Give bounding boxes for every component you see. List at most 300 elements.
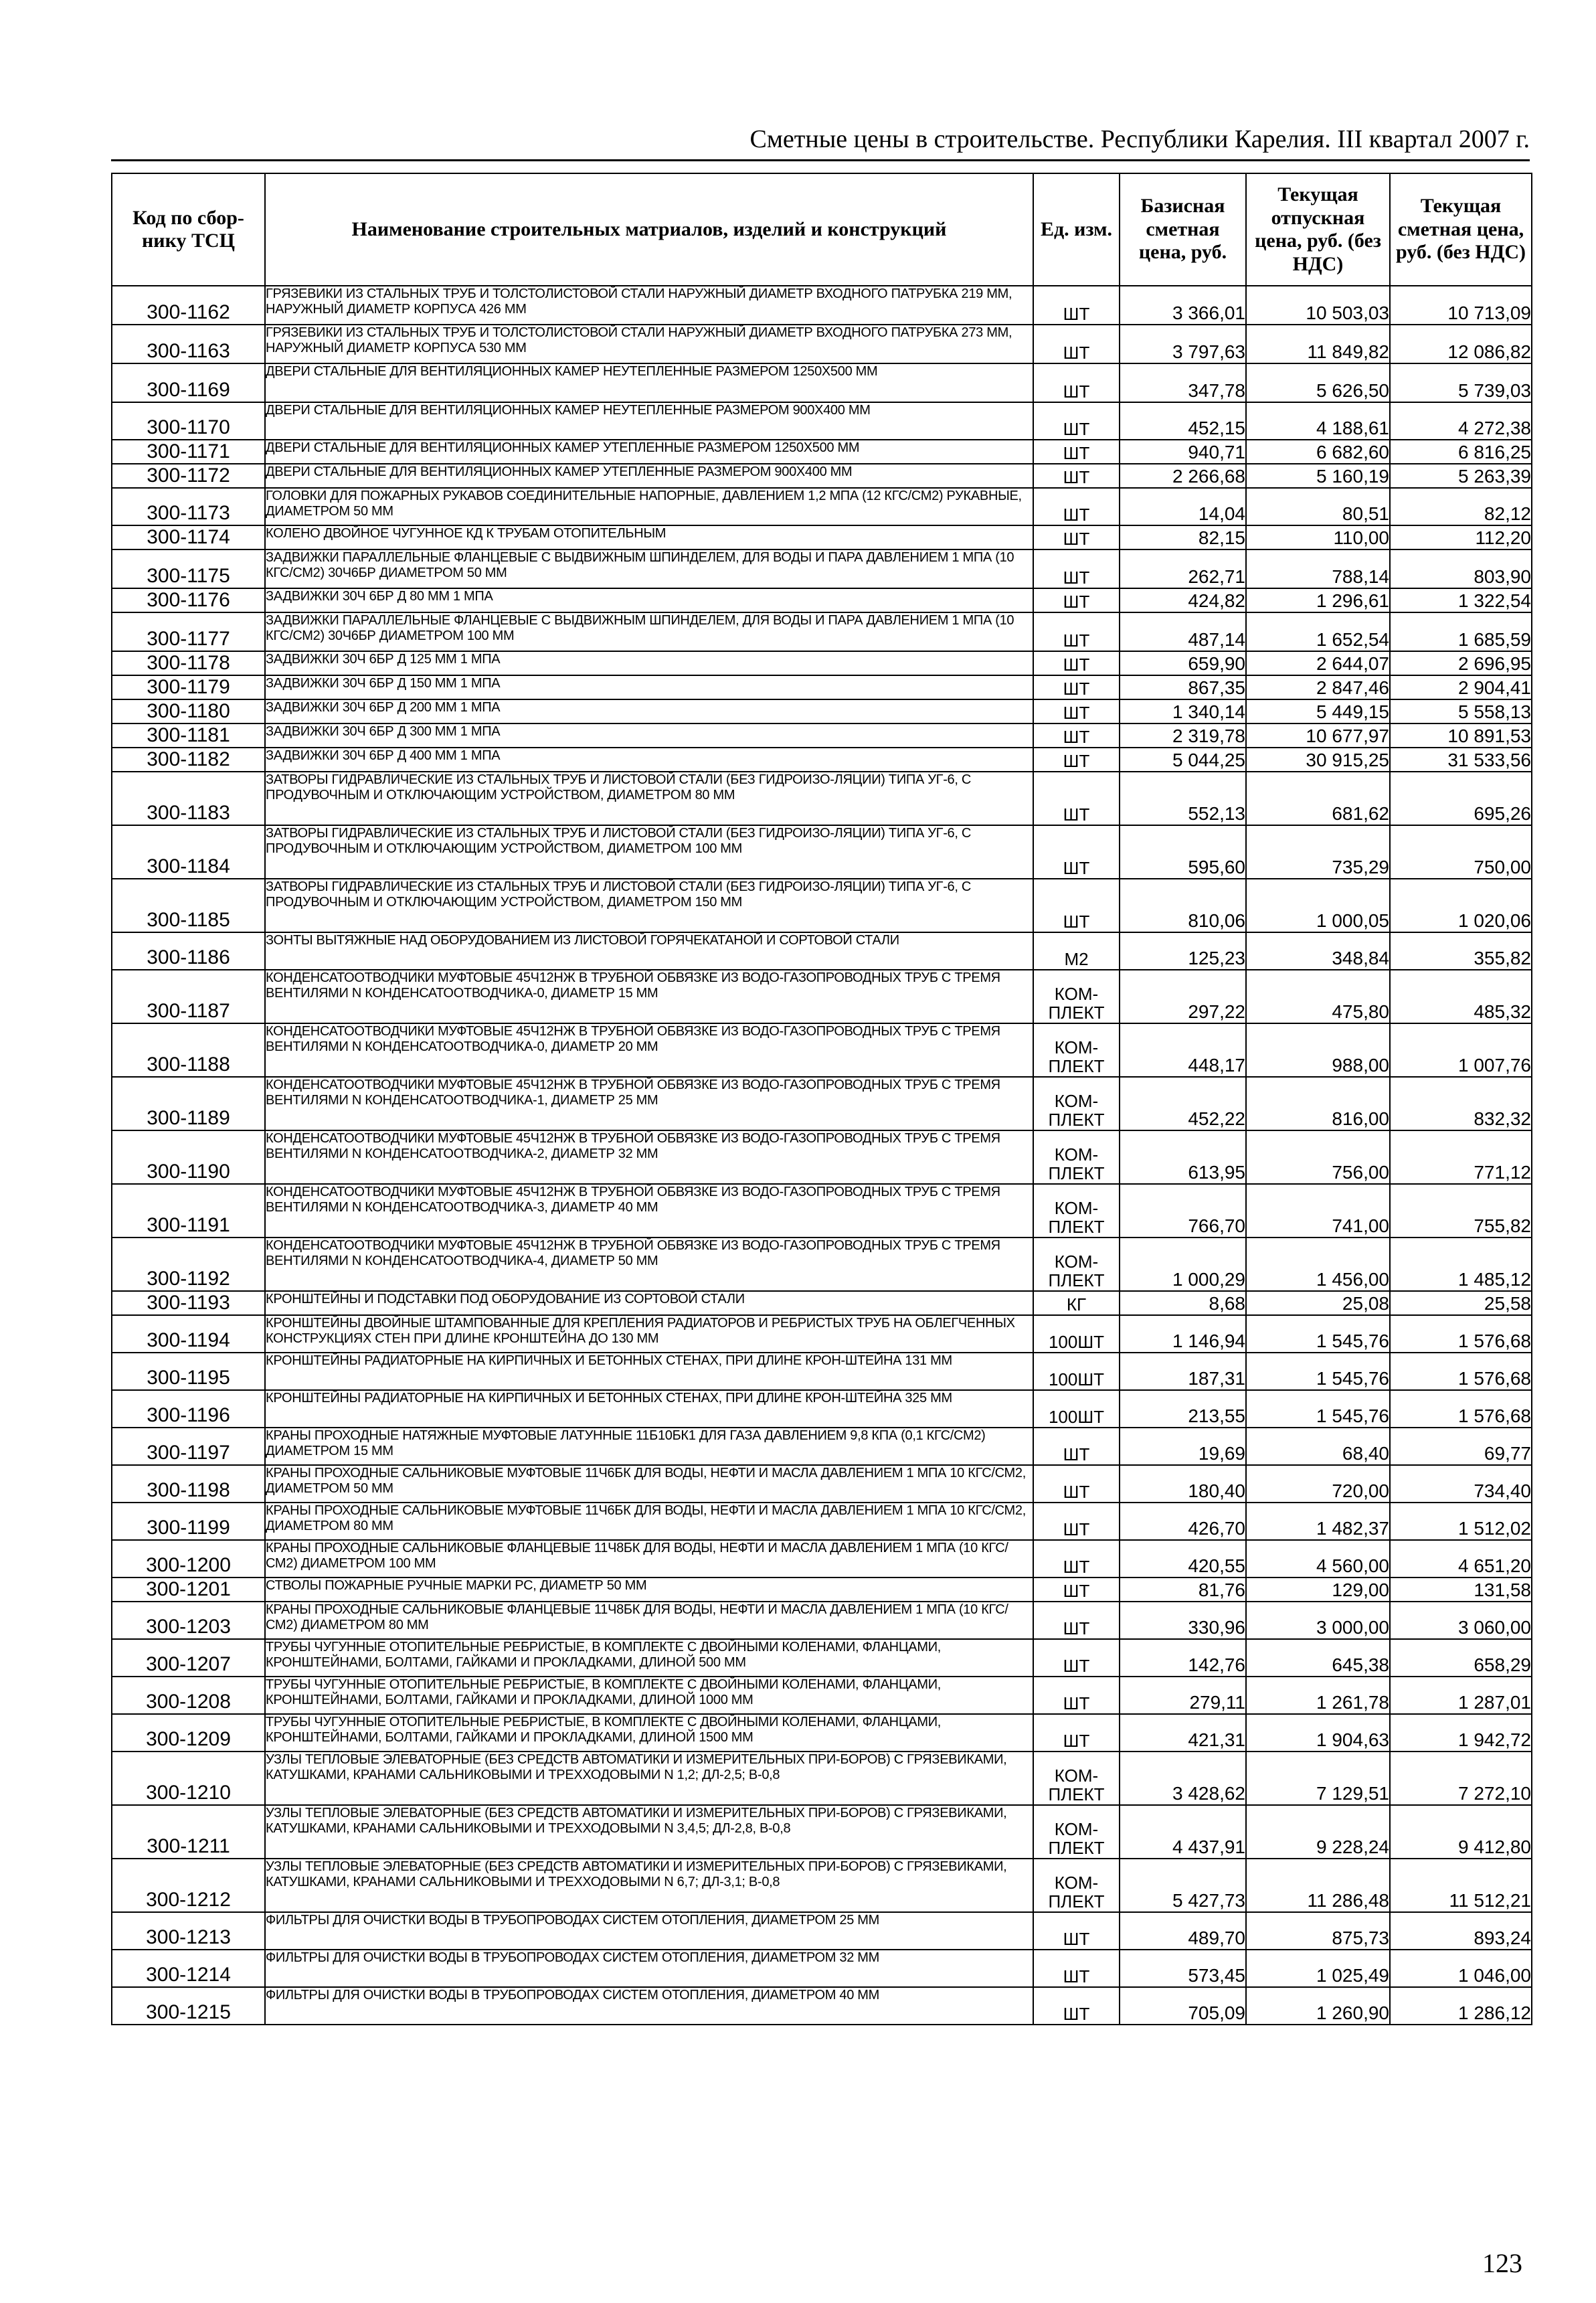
estimate-price: 1 287,01 [1390, 1677, 1532, 1714]
estimate-price: 695,26 [1390, 772, 1532, 825]
estimate-price: 31 533,56 [1390, 748, 1532, 772]
base-price: 8,68 [1120, 1291, 1246, 1315]
base-price: 213,55 [1120, 1390, 1246, 1428]
table-row [112, 970, 1532, 1023]
item-name: ДВЕРИ СТАЛЬНЫЕ ДЛЯ ВЕНТИЛЯЦИОННЫХ КАМЕР НЕУТЕПЛЕННЫЕ РАЗМЕРОМ 1250Х500 ММ [265, 363, 1033, 402]
release-price: 5 449,15 [1246, 699, 1390, 723]
release-price: 4 188,61 [1246, 402, 1390, 440]
item-code: 300-1207 [112, 1639, 265, 1677]
base-price: 3 366,01 [1120, 286, 1246, 325]
item-unit: ШТ [1033, 488, 1120, 525]
table-row [112, 1540, 1532, 1577]
estimate-price: 7 272,10 [1390, 1752, 1532, 1805]
page-number: 123 [1482, 2248, 1522, 2278]
estimate-price: 112,20 [1390, 525, 1532, 549]
table-row [112, 1130, 1532, 1184]
release-price: 741,00 [1246, 1184, 1390, 1238]
release-price: 5 626,50 [1246, 363, 1390, 402]
release-price: 1 545,76 [1246, 1353, 1390, 1390]
estimate-price: 1 485,12 [1390, 1238, 1532, 1291]
item-unit: ШТ [1033, 1714, 1120, 1752]
item-code: 300-1210 [112, 1752, 265, 1805]
item-name: КРОНШТЕЙНЫ РАДИАТОРНЫЕ НА КИРПИЧНЫХ И БЕТОННЫХ СТЕНАХ, ПРИ ДЛИНЕ КРОН-ШТЕЙНА 131 ММ [265, 1353, 1033, 1390]
item-name: ЗАДВИЖКИ ПАРАЛЛЕЛЬНЫЕ ФЛАНЦЕВЫЕ С ВЫДВИЖНЫМ ШПИНДЕЛЕМ, ДЛЯ ВОДЫ И ПАРА ДАВЛЕНИЕМ 1 МПА (10 КГС/СМ2) 30Ч6БР ДИАМЕТРОМ 50 ММ [265, 549, 1033, 588]
base-price: 2 266,68 [1120, 464, 1246, 488]
release-price: 30 915,25 [1246, 748, 1390, 772]
release-price: 1 482,37 [1246, 1503, 1390, 1540]
table-row [112, 1859, 1532, 1912]
item-code: 300-1193 [112, 1291, 265, 1315]
item-code: 300-1184 [112, 825, 265, 879]
estimate-price: 82,12 [1390, 488, 1532, 525]
estimate-price: 2 696,95 [1390, 651, 1532, 675]
item-name: ГРЯЗЕВИКИ ИЗ СТАЛЬНЫХ ТРУБ И ТОЛСТОЛИСТОВОЙ СТАЛИ НАРУЖНЫЙ ДИАМЕТР ВХОДНОГО ПАТРУБКА 219 ММ, НАРУЖНЫЙ ДИАМЕТР КОРПУСА 426 ММ [265, 286, 1033, 325]
item-name: ЗАДВИЖКИ 30Ч 6БР Д 150 ММ 1 МПА [265, 675, 1033, 699]
item-unit: ШТ [1033, 879, 1120, 932]
table-header-row [112, 173, 1532, 286]
item-unit: КОМ-ПЛЕКТ [1033, 1077, 1120, 1130]
item-unit: ШТ [1033, 1950, 1120, 1987]
base-price: 347,78 [1120, 363, 1246, 402]
release-price: 10 503,03 [1246, 286, 1390, 325]
estimate-price: 4 651,20 [1390, 1540, 1532, 1577]
table-row [112, 1315, 1532, 1353]
estimate-price: 10 891,53 [1390, 723, 1532, 748]
item-unit: 100ШТ [1033, 1315, 1120, 1353]
table-row [112, 1184, 1532, 1238]
item-code: 300-1195 [112, 1353, 265, 1390]
table-row [112, 363, 1532, 402]
item-code: 300-1192 [112, 1238, 265, 1291]
release-price: 10 677,97 [1246, 723, 1390, 748]
base-price: 940,71 [1120, 440, 1246, 464]
item-code: 300-1162 [112, 286, 265, 325]
item-name: КРОНШТЕЙНЫ РАДИАТОРНЫЕ НА КИРПИЧНЫХ И БЕТОННЫХ СТЕНАХ, ПРИ ДЛИНЕ КРОН-ШТЕЙНА 325 ММ [265, 1390, 1033, 1428]
release-price: 6 682,60 [1246, 440, 1390, 464]
item-unit: ШТ [1033, 1465, 1120, 1503]
item-unit: КОМ-ПЛЕКТ [1033, 1184, 1120, 1238]
release-price: 1 025,49 [1246, 1950, 1390, 1987]
item-name: ТРУБЫ ЧУГУННЫЕ ОТОПИТЕЛЬНЫЕ РЕБРИСТЫЕ, В КОМПЛЕКТЕ С ДВОЙНЫМИ КОЛЕНАМИ, ФЛАНЦАМИ, КРОНШТЕЙНАМИ, БОЛТАМИ, ГАЙКАМИ И ПРОКЛАДКАМИ, ДЛИНОЙ 1500 ММ [265, 1714, 1033, 1752]
base-price: 279,11 [1120, 1677, 1246, 1714]
table-row [112, 464, 1532, 488]
estimate-price: 1 007,76 [1390, 1023, 1532, 1077]
table-row [112, 675, 1532, 699]
item-code: 300-1173 [112, 488, 265, 525]
estimate-price: 755,82 [1390, 1184, 1532, 1238]
base-price: 4 437,91 [1120, 1805, 1246, 1859]
table-row [112, 825, 1532, 879]
estimate-price: 131,58 [1390, 1577, 1532, 1602]
table-row [112, 1291, 1532, 1315]
item-name: ТРУБЫ ЧУГУННЫЕ ОТОПИТЕЛЬНЫЕ РЕБРИСТЫЕ, В КОМПЛЕКТЕ С ДВОЙНЫМИ КОЛЕНАМИ, ФЛАНЦАМИ, КРОНШТЕЙНАМИ, БОЛТАМИ, ГАЙКАМИ И ПРОКЛАДКАМИ, ДЛИНОЙ 500 ММ [265, 1639, 1033, 1677]
table-row [112, 1577, 1532, 1602]
item-code: 300-1214 [112, 1950, 265, 1987]
table-row [112, 1950, 1532, 1987]
estimate-price: 25,58 [1390, 1291, 1532, 1315]
item-unit: ШТ [1033, 723, 1120, 748]
base-price: 489,70 [1120, 1912, 1246, 1950]
table-row [112, 1465, 1532, 1503]
base-price: 297,22 [1120, 970, 1246, 1023]
release-price: 735,29 [1246, 825, 1390, 879]
estimate-price: 750,00 [1390, 825, 1532, 879]
item-code: 300-1185 [112, 879, 265, 932]
release-price: 645,38 [1246, 1639, 1390, 1677]
estimate-price: 1 046,00 [1390, 1950, 1532, 1987]
item-name: ЗАДВИЖКИ 30Ч 6БР Д 300 ММ 1 МПА [265, 723, 1033, 748]
col-header-release-price: Текущая отпускная цена, руб. (без НДС) [1246, 173, 1390, 286]
table-row [112, 772, 1532, 825]
item-code: 300-1170 [112, 402, 265, 440]
item-code: 300-1175 [112, 549, 265, 588]
item-unit: КОМ-ПЛЕКТ [1033, 1238, 1120, 1291]
item-name: ГРЯЗЕВИКИ ИЗ СТАЛЬНЫХ ТРУБ И ТОЛСТОЛИСТОВОЙ СТАЛИ НАРУЖНЫЙ ДИАМЕТР ВХОДНОГО ПАТРУБКА 273 ММ, НАРУЖНЫЙ ДИАМЕТР КОРПУСА 530 ММ [265, 325, 1033, 363]
base-price: 448,17 [1120, 1023, 1246, 1077]
item-unit: ШТ [1033, 402, 1120, 440]
base-price: 452,22 [1120, 1077, 1246, 1130]
table-row [112, 402, 1532, 440]
base-price: 452,15 [1120, 402, 1246, 440]
item-code: 300-1163 [112, 325, 265, 363]
item-unit: ШТ [1033, 675, 1120, 699]
item-code: 300-1212 [112, 1859, 265, 1912]
table-row [112, 1639, 1532, 1677]
table-row [112, 1428, 1532, 1465]
release-price: 720,00 [1246, 1465, 1390, 1503]
table-row [112, 932, 1532, 970]
base-price: 142,76 [1120, 1639, 1246, 1677]
item-name: УЗЛЫ ТЕПЛОВЫЕ ЭЛЕВАТОРНЫЕ (БЕЗ СРЕДСТВ АВТОМАТИКИ И ИЗМЕРИТЕЛЬНЫХ ПРИ-БОРОВ) С ГРЯЗЕВИКАМИ, КАТУШКАМИ, КРАНАМИ САЛЬНИКОВЫМИ И ТРЕХХОДОВЫМИ N 6,7; ДЛ-3,1; В-0,8 [265, 1859, 1033, 1912]
table-row [112, 748, 1532, 772]
item-unit: КОМ-ПЛЕКТ [1033, 970, 1120, 1023]
col-header-estimate-price: Текущая сметная цена, руб. (без НДС) [1390, 173, 1532, 286]
item-unit: ШТ [1033, 325, 1120, 363]
item-unit: ШТ [1033, 1503, 1120, 1540]
base-price: 2 319,78 [1120, 723, 1246, 748]
item-code: 300-1211 [112, 1805, 265, 1859]
release-price: 1 652,54 [1246, 612, 1390, 651]
base-price: 867,35 [1120, 675, 1246, 699]
estimate-price: 1 322,54 [1390, 588, 1532, 612]
base-price: 705,09 [1120, 1987, 1246, 2025]
item-name: ГОЛОВКИ ДЛЯ ПОЖАРНЫХ РУКАВОВ СОЕДИНИТЕЛЬНЫЕ НАПОРНЫЕ, ДАВЛЕНИЕМ 1,2 МПА (12 КГС/СМ2) РУКАВНЫЕ, ДИАМЕТРОМ 50 ММ [265, 488, 1033, 525]
price-table [111, 173, 1532, 2025]
estimate-price: 803,90 [1390, 549, 1532, 588]
item-name: ЗАДВИЖКИ 30Ч 6БР Д 400 ММ 1 МПА [265, 748, 1033, 772]
item-name: ФИЛЬТРЫ ДЛЯ ОЧИСТКИ ВОДЫ В ТРУБОПРОВОДАХ СИСТЕМ ОТОПЛЕНИЯ, ДИАМЕТРОМ 40 ММ [265, 1987, 1033, 2025]
estimate-price: 658,29 [1390, 1639, 1532, 1677]
release-price: 1 545,76 [1246, 1390, 1390, 1428]
item-unit: ШТ [1033, 699, 1120, 723]
estimate-price: 9 412,80 [1390, 1805, 1532, 1859]
base-price: 19,69 [1120, 1428, 1246, 1465]
item-unit: М2 [1033, 932, 1120, 970]
table-row [112, 723, 1532, 748]
base-price: 421,31 [1120, 1714, 1246, 1752]
base-price: 420,55 [1120, 1540, 1246, 1577]
item-unit: ШТ [1033, 525, 1120, 549]
item-name: ФИЛЬТРЫ ДЛЯ ОЧИСТКИ ВОДЫ В ТРУБОПРОВОДАХ СИСТЕМ ОТОПЛЕНИЯ, ДИАМЕТРОМ 25 ММ [265, 1912, 1033, 1950]
base-price: 659,90 [1120, 651, 1246, 675]
item-unit: ШТ [1033, 363, 1120, 402]
table-row [112, 588, 1532, 612]
table-row [112, 1390, 1532, 1428]
item-name: ФИЛЬТРЫ ДЛЯ ОЧИСТКИ ВОДЫ В ТРУБОПРОВОДАХ СИСТЕМ ОТОПЛЕНИЯ, ДИАМЕТРОМ 32 ММ [265, 1950, 1033, 1987]
base-price: 1 146,94 [1120, 1315, 1246, 1353]
item-code: 300-1190 [112, 1130, 265, 1184]
item-name: ДВЕРИ СТАЛЬНЫЕ ДЛЯ ВЕНТИЛЯЦИОННЫХ КАМЕР УТЕПЛЕННЫЕ РАЗМЕРОМ 900Х400 ММ [265, 464, 1033, 488]
base-price: 187,31 [1120, 1353, 1246, 1390]
item-name: ЗАДВИЖКИ 30Ч 6БР Д 125 ММ 1 МПА [265, 651, 1033, 675]
estimate-price: 1 286,12 [1390, 1987, 1532, 2025]
release-price: 129,00 [1246, 1577, 1390, 1602]
item-unit: КГ [1033, 1291, 1120, 1315]
item-unit: КОМ-ПЛЕКТ [1033, 1805, 1120, 1859]
base-price: 125,23 [1120, 932, 1246, 970]
item-code: 300-1196 [112, 1390, 265, 1428]
release-price: 11 286,48 [1246, 1859, 1390, 1912]
base-price: 180,40 [1120, 1465, 1246, 1503]
table-row [112, 286, 1532, 325]
table-row [112, 1805, 1532, 1859]
item-name: ЗАДВИЖКИ 30Ч 6БР Д 200 ММ 1 МПА [265, 699, 1033, 723]
item-code: 300-1182 [112, 748, 265, 772]
estimate-price: 734,40 [1390, 1465, 1532, 1503]
release-price: 1 000,05 [1246, 879, 1390, 932]
col-header-code: Код по сбор-нику ТСЦ [112, 173, 265, 286]
estimate-price: 1 512,02 [1390, 1503, 1532, 1540]
release-price: 756,00 [1246, 1130, 1390, 1184]
table-row [112, 1503, 1532, 1540]
estimate-price: 4 272,38 [1390, 402, 1532, 440]
base-price: 613,95 [1120, 1130, 1246, 1184]
estimate-price: 1 576,68 [1390, 1353, 1532, 1390]
item-code: 300-1174 [112, 525, 265, 549]
item-name: ЗАТВОРЫ ГИДРАВЛИЧЕСКИЕ ИЗ СТАЛЬНЫХ ТРУБ И ЛИСТОВОЙ СТАЛИ (БЕЗ ГИДРОИЗО-ЛЯЦИИ) ТИПА УГ-6, С ПРОДУВОЧНЫМ И ОТКЛЮЧАЮЩИМ УСТРОЙСТВОМ, ДИАМЕТРОМ 150 ММ [265, 879, 1033, 932]
estimate-price: 69,77 [1390, 1428, 1532, 1465]
release-price: 681,62 [1246, 772, 1390, 825]
release-price: 9 228,24 [1246, 1805, 1390, 1859]
release-price: 875,73 [1246, 1912, 1390, 1950]
release-price: 5 160,19 [1246, 464, 1390, 488]
release-price: 1 545,76 [1246, 1315, 1390, 1353]
base-price: 5 044,25 [1120, 748, 1246, 772]
estimate-price: 11 512,21 [1390, 1859, 1532, 1912]
item-name: КОНДЕНСАТООТВОДЧИКИ МУФТОВЫЕ 45Ч12НЖ В ТРУБНОЙ ОБВЯЗКЕ ИЗ ВОДО-ГАЗОПРОВОДНЫХ ТРУБ С ТРЕМЯ ВЕНТИЛЯМИ N КОНДЕНСАТООТВОДЧИКА-0, ДИАМЕТР 20 ММ [265, 1023, 1033, 1077]
base-price: 426,70 [1120, 1503, 1246, 1540]
estimate-price: 1 576,68 [1390, 1315, 1532, 1353]
table-row [112, 1987, 1532, 2025]
item-unit: 100ШТ [1033, 1390, 1120, 1428]
release-price: 816,00 [1246, 1077, 1390, 1130]
item-code: 300-1176 [112, 588, 265, 612]
item-code: 300-1208 [112, 1677, 265, 1714]
base-price: 3 428,62 [1120, 1752, 1246, 1805]
item-name: КОНДЕНСАТООТВОДЧИКИ МУФТОВЫЕ 45Ч12НЖ В ТРУБНОЙ ОБВЯЗКЕ ИЗ ВОДО-ГАЗОПРОВОДНЫХ ТРУБ С ТРЕМЯ ВЕНТИЛЯМИ N КОНДЕНСАТООТВОДЧИКА-1, ДИАМЕТР 25 ММ [265, 1077, 1033, 1130]
base-price: 766,70 [1120, 1184, 1246, 1238]
item-name: УЗЛЫ ТЕПЛОВЫЕ ЭЛЕВАТОРНЫЕ (БЕЗ СРЕДСТВ АВТОМАТИКИ И ИЗМЕРИТЕЛЬНЫХ ПРИ-БОРОВ) С ГРЯЗЕВИКАМИ, КАТУШКАМИ, КРАНАМИ САЛЬНИКОВЫМИ И ТРЕХХОДОВЫМИ N 3,4,5; ДЛ-2,8, В-0,8 [265, 1805, 1033, 1859]
table-row [112, 440, 1532, 464]
table-row [112, 1912, 1532, 1950]
base-price: 810,06 [1120, 879, 1246, 932]
item-name: КРАНЫ ПРОХОДНЫЕ САЛЬНИКОВЫЕ ФЛАНЦЕВЫЕ 11Ч8БК ДЛЯ ВОДЫ, НЕФТИ И МАСЛА ДАВЛЕНИЕМ 1 МПА (10 КГС/СМ2) ДИАМЕТРОМ 80 ММ [265, 1602, 1033, 1639]
release-price: 110,00 [1246, 525, 1390, 549]
item-code: 300-1197 [112, 1428, 265, 1465]
running-header: Сметные цены в строительстве. Республики Карелия. III квартал 2007 г. [111, 124, 1530, 161]
item-name: ЗАТВОРЫ ГИДРАВЛИЧЕСКИЕ ИЗ СТАЛЬНЫХ ТРУБ И ЛИСТОВОЙ СТАЛИ (БЕЗ ГИДРОИЗО-ЛЯЦИИ) ТИПА УГ-6, С ПРОДУВОЧНЫМ И ОТКЛЮЧАЮЩИМ УСТРОЙСТВОМ, ДИАМЕТРОМ 100 ММ [265, 825, 1033, 879]
item-name: ТРУБЫ ЧУГУННЫЕ ОТОПИТЕЛЬНЫЕ РЕБРИСТЫЕ, В КОМПЛЕКТЕ С ДВОЙНЫМИ КОЛЕНАМИ, ФЛАНЦАМИ, КРОНШТЕЙНАМИ, БОЛТАМИ, ГАЙКАМИ И ПРОКЛАДКАМИ, ДЛИНОЙ 1000 ММ [265, 1677, 1033, 1714]
col-header-base-price: Базисная сметная цена, руб. [1120, 173, 1246, 286]
item-name: ДВЕРИ СТАЛЬНЫЕ ДЛЯ ВЕНТИЛЯЦИОННЫХ КАМЕР УТЕПЛЕННЫЕ РАЗМЕРОМ 1250Х500 ММ [265, 440, 1033, 464]
item-unit: ШТ [1033, 440, 1120, 464]
table-row [112, 325, 1532, 363]
item-name: КОЛЕНО ДВОЙНОЕ ЧУГУННОЕ КД К ТРУБАМ ОТОПИТЕЛЬНЫМ [265, 525, 1033, 549]
item-code: 300-1169 [112, 363, 265, 402]
table-row [112, 1023, 1532, 1077]
item-code: 300-1203 [112, 1602, 265, 1639]
item-unit: ШТ [1033, 825, 1120, 879]
item-unit: ШТ [1033, 1639, 1120, 1677]
item-unit: КОМ-ПЛЕКТ [1033, 1023, 1120, 1077]
item-name: СТВОЛЫ ПОЖАРНЫЕ РУЧНЫЕ МАРКИ РС, ДИАМЕТР 50 ММ [265, 1577, 1033, 1602]
item-unit: ШТ [1033, 612, 1120, 651]
item-unit: ШТ [1033, 772, 1120, 825]
item-name: КРАНЫ ПРОХОДНЫЕ НАТЯЖНЫЕ МУФТОВЫЕ ЛАТУННЫЕ 11Б10БК1 ДЛЯ ГАЗА ДАВЛЕНИЕМ 9,8 КПА (0,1 КГС/СМ2) ДИАМЕТРОМ 15 ММ [265, 1428, 1033, 1465]
table-body [112, 286, 1532, 2025]
estimate-price: 10 713,09 [1390, 286, 1532, 325]
item-unit: ШТ [1033, 286, 1120, 325]
release-price: 68,40 [1246, 1428, 1390, 1465]
estimate-price: 5 739,03 [1390, 363, 1532, 402]
item-unit: ШТ [1033, 651, 1120, 675]
release-price: 7 129,51 [1246, 1752, 1390, 1805]
item-unit: ШТ [1033, 588, 1120, 612]
item-code: 300-1186 [112, 932, 265, 970]
release-price: 1 456,00 [1246, 1238, 1390, 1291]
estimate-price: 485,32 [1390, 970, 1532, 1023]
base-price: 487,14 [1120, 612, 1246, 651]
item-code: 300-1188 [112, 1023, 265, 1077]
base-price: 1 000,29 [1120, 1238, 1246, 1291]
item-code: 300-1178 [112, 651, 265, 675]
table-row [112, 1238, 1532, 1291]
table-row [112, 1714, 1532, 1752]
item-name: КОНДЕНСАТООТВОДЧИКИ МУФТОВЫЕ 45Ч12НЖ В ТРУБНОЙ ОБВЯЗКЕ ИЗ ВОДО-ГАЗОПРОВОДНЫХ ТРУБ С ТРЕМЯ ВЕНТИЛЯМИ N КОНДЕНСАТООТВОДЧИКА-4, ДИАМЕТР 50 ММ [265, 1238, 1033, 1291]
item-unit: ШТ [1033, 464, 1120, 488]
item-name: КРОНШТЕЙНЫ И ПОДСТАВКИ ПОД ОБОРУДОВАНИЕ ИЗ СОРТОВОЙ СТАЛИ [265, 1291, 1033, 1315]
release-price: 1 296,61 [1246, 588, 1390, 612]
item-name: КРОНШТЕЙНЫ ДВОЙНЫЕ ШТАМПОВАННЫЕ ДЛЯ КРЕПЛЕНИЯ РАДИАТОРОВ И РЕБРИСТЫХ ТРУБ НА ОБЛЕГЧЕННЫХ КОНСТРУКЦИЯХ СТЕН ПРИ ДЛИНЕ КРОНШТЕЙНА ДО 130 ММ [265, 1315, 1033, 1353]
base-price: 595,60 [1120, 825, 1246, 879]
estimate-price: 2 904,41 [1390, 675, 1532, 699]
item-code: 300-1215 [112, 1987, 265, 2025]
release-price: 1 261,78 [1246, 1677, 1390, 1714]
item-unit: КОМ-ПЛЕКТ [1033, 1859, 1120, 1912]
item-code: 300-1189 [112, 1077, 265, 1130]
item-unit: ШТ [1033, 1912, 1120, 1950]
item-unit: ШТ [1033, 1577, 1120, 1602]
item-code: 300-1199 [112, 1503, 265, 1540]
item-code: 300-1179 [112, 675, 265, 699]
estimate-price: 3 060,00 [1390, 1602, 1532, 1639]
item-name: КОНДЕНСАТООТВОДЧИКИ МУФТОВЫЕ 45Ч12НЖ В ТРУБНОЙ ОБВЯЗКЕ ИЗ ВОДО-ГАЗОПРОВОДНЫХ ТРУБ С ТРЕМЯ ВЕНТИЛЯМИ N КОНДЕНСАТООТВОДЧИКА-0, ДИАМЕТР 15 ММ [265, 970, 1033, 1023]
estimate-price: 1 685,59 [1390, 612, 1532, 651]
item-code: 300-1209 [112, 1714, 265, 1752]
item-name: ЗАТВОРЫ ГИДРАВЛИЧЕСКИЕ ИЗ СТАЛЬНЫХ ТРУБ И ЛИСТОВОЙ СТАЛИ (БЕЗ ГИДРОИЗО-ЛЯЦИИ) ТИПА УГ-6, С ПРОДУВОЧНЫМ И ОТКЛЮЧАЮЩИМ УСТРОЙСТВОМ, ДИАМЕТРОМ 80 ММ [265, 772, 1033, 825]
item-code: 300-1198 [112, 1465, 265, 1503]
table-row [112, 612, 1532, 651]
estimate-price: 832,32 [1390, 1077, 1532, 1130]
base-price: 552,13 [1120, 772, 1246, 825]
estimate-price: 771,12 [1390, 1130, 1532, 1184]
item-unit: ШТ [1033, 1677, 1120, 1714]
estimate-price: 1 020,06 [1390, 879, 1532, 932]
table-row [112, 549, 1532, 588]
item-unit: КОМ-ПЛЕКТ [1033, 1752, 1120, 1805]
item-unit: ШТ [1033, 1428, 1120, 1465]
estimate-price: 5 558,13 [1390, 699, 1532, 723]
release-price: 2 847,46 [1246, 675, 1390, 699]
release-price: 475,80 [1246, 970, 1390, 1023]
item-code: 300-1181 [112, 723, 265, 748]
release-price: 4 560,00 [1246, 1540, 1390, 1577]
release-price: 2 644,07 [1246, 651, 1390, 675]
item-unit: ШТ [1033, 1540, 1120, 1577]
item-name: ЗАДВИЖКИ ПАРАЛЛЕЛЬНЫЕ ФЛАНЦЕВЫЕ С ВЫДВИЖНЫМ ШПИНДЕЛЕМ, ДЛЯ ВОДЫ И ПАРА ДАВЛЕНИЕМ 1 МПА (10 КГС/СМ2) 30Ч6БР ДИАМЕТРОМ 100 ММ [265, 612, 1033, 651]
base-price: 81,76 [1120, 1577, 1246, 1602]
item-name: ДВЕРИ СТАЛЬНЫЕ ДЛЯ ВЕНТИЛЯЦИОННЫХ КАМЕР НЕУТЕПЛЕННЫЕ РАЗМЕРОМ 900Х400 ММ [265, 402, 1033, 440]
item-name: КРАНЫ ПРОХОДНЫЕ САЛЬНИКОВЫЕ ФЛАНЦЕВЫЕ 11Ч8БК ДЛЯ ВОДЫ, НЕФТИ И МАСЛА ДАВЛЕНИЕМ 1 МПА (10 КГС/СМ2) ДИАМЕТРОМ 100 ММ [265, 1540, 1033, 1577]
estimate-price: 12 086,82 [1390, 325, 1532, 363]
item-name: КОНДЕНСАТООТВОДЧИКИ МУФТОВЫЕ 45Ч12НЖ В ТРУБНОЙ ОБВЯЗКЕ ИЗ ВОДО-ГАЗОПРОВОДНЫХ ТРУБ С ТРЕМЯ ВЕНТИЛЯМИ N КОНДЕНСАТООТВОДЧИКА-2, ДИАМЕТР 32 ММ [265, 1130, 1033, 1184]
release-price: 1 904,63 [1246, 1714, 1390, 1752]
item-code: 300-1171 [112, 440, 265, 464]
item-unit: ШТ [1033, 748, 1120, 772]
item-code: 300-1213 [112, 1912, 265, 1950]
table-row [112, 1602, 1532, 1639]
item-name: КРАНЫ ПРОХОДНЫЕ САЛЬНИКОВЫЕ МУФТОВЫЕ 11Ч6БК ДЛЯ ВОДЫ, НЕФТИ И МАСЛА ДАВЛЕНИЕМ 1 МПА 10 КГС/СМ2, ДИАМЕТРОМ 50 ММ [265, 1465, 1033, 1503]
item-code: 300-1187 [112, 970, 265, 1023]
item-code: 300-1177 [112, 612, 265, 651]
table-row [112, 1677, 1532, 1714]
item-code: 300-1194 [112, 1315, 265, 1353]
release-price: 80,51 [1246, 488, 1390, 525]
item-unit: КОМ-ПЛЕКТ [1033, 1130, 1120, 1184]
release-price: 788,14 [1246, 549, 1390, 588]
estimate-price: 1 576,68 [1390, 1390, 1532, 1428]
base-price: 262,71 [1120, 549, 1246, 588]
table-row [112, 1077, 1532, 1130]
table-row [112, 879, 1532, 932]
table-row [112, 699, 1532, 723]
release-price: 3 000,00 [1246, 1602, 1390, 1639]
estimate-price: 5 263,39 [1390, 464, 1532, 488]
item-code: 300-1183 [112, 772, 265, 825]
item-unit: ШТ [1033, 1987, 1120, 2025]
base-price: 14,04 [1120, 488, 1246, 525]
item-name: КРАНЫ ПРОХОДНЫЕ САЛЬНИКОВЫЕ МУФТОВЫЕ 11Ч6БК ДЛЯ ВОДЫ, НЕФТИ И МАСЛА ДАВЛЕНИЕМ 1 МПА 10 КГС/СМ2, ДИАМЕТРОМ 80 ММ [265, 1503, 1033, 1540]
item-code: 300-1180 [112, 699, 265, 723]
release-price: 988,00 [1246, 1023, 1390, 1077]
table-row [112, 488, 1532, 525]
release-price: 25,08 [1246, 1291, 1390, 1315]
estimate-price: 1 942,72 [1390, 1714, 1532, 1752]
base-price: 5 427,73 [1120, 1859, 1246, 1912]
item-name: ЗОНТЫ ВЫТЯЖНЫЕ НАД ОБОРУДОВАНИЕМ ИЗ ЛИСТОВОЙ ГОРЯЧЕКАТАНОЙ И СОРТОВОЙ СТАЛИ [265, 932, 1033, 970]
release-price: 348,84 [1246, 932, 1390, 970]
estimate-price: 893,24 [1390, 1912, 1532, 1950]
